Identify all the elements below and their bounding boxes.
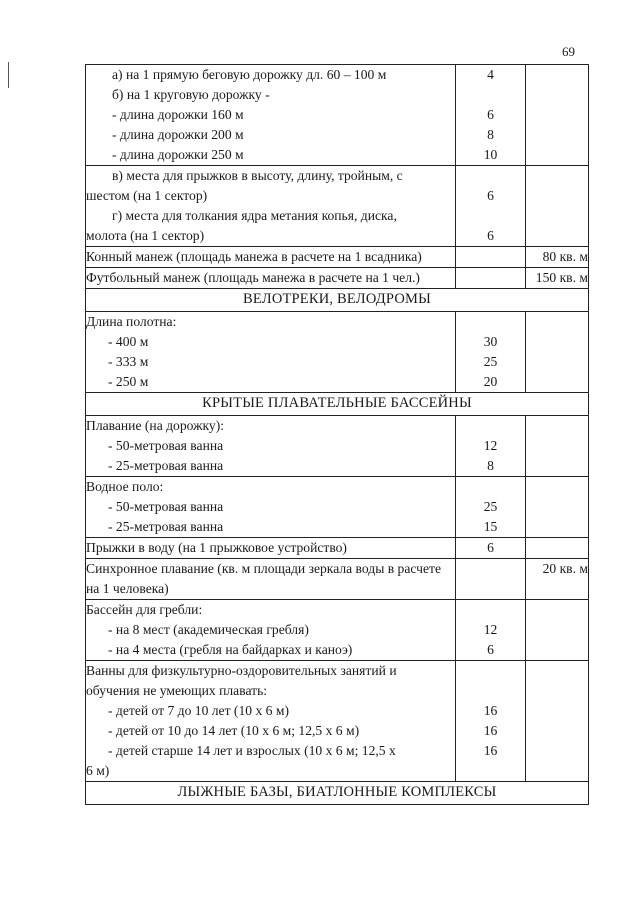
row-text: - 250 м xyxy=(108,374,149,389)
capacity-value: 8 xyxy=(487,127,494,142)
capacity-value xyxy=(456,206,525,226)
capacity-value xyxy=(456,761,525,781)
row-text: б) на 1 круговую дорожку - xyxy=(112,87,270,102)
section-heading: КРЫТЫЕ ПЛАВАТЕЛЬНЫЕ БАССЕЙНЫ xyxy=(86,393,589,416)
capacity-value xyxy=(456,85,525,105)
row-text: обучения не умеющих плавать: xyxy=(86,683,268,698)
row-text: - длина дорожки 200 м xyxy=(112,127,244,142)
table-row xyxy=(86,166,589,247)
row-text: - 25-метровая ванна xyxy=(108,458,224,473)
table-row xyxy=(86,559,589,600)
row-text: 6 м) xyxy=(86,763,110,778)
table-row xyxy=(86,661,589,782)
capacity-value: 25 xyxy=(483,354,498,369)
row-text: Конный манеж (площадь манежа в расчете на 1 всадника) xyxy=(86,249,422,264)
capacity-value xyxy=(456,312,525,332)
section-heading: ВЕЛОТРЕКИ, ВЕЛОДРОМЫ xyxy=(86,289,589,312)
row-text: Длина полотна: xyxy=(86,314,177,329)
row-text: - 25-метровая ванна xyxy=(108,519,224,534)
row-text: Водное поло: xyxy=(86,479,164,494)
capacity-value xyxy=(456,681,525,701)
capacity-value: 6 xyxy=(487,228,494,243)
capacity-value: 8 xyxy=(487,458,494,473)
area-value: 80 кв. м xyxy=(542,249,588,264)
row-text: Футбольный манеж (площадь манежа в расчете на 1 чел.) xyxy=(86,270,420,285)
row-text: Синхронное плавание (кв. м площади зеркала воды в расчете на 1 человека) xyxy=(86,561,441,596)
table-row xyxy=(86,538,589,559)
capacity-value: 16 xyxy=(483,703,498,718)
row-text: - детей от 7 до 10 лет (10 х 6 м) xyxy=(108,703,289,718)
row-text: - 50-метровая ванна xyxy=(108,438,224,453)
table-row xyxy=(86,312,589,393)
capacity-value: 25 xyxy=(483,499,498,514)
row-text: Бассейн для гребли: xyxy=(86,602,203,617)
capacity-value: 6 xyxy=(487,188,494,203)
capacity-value: 16 xyxy=(483,743,498,758)
row-text: - 333 м xyxy=(108,354,149,369)
section-header-row xyxy=(86,782,589,805)
row-text: - 50-метровая ванна xyxy=(108,499,224,514)
capacity-value: 12 xyxy=(483,438,498,453)
row-text: а) на 1 прямую беговую дорожку дл. 60 – 100 м xyxy=(112,67,387,82)
row-text: - 400 м xyxy=(108,334,149,349)
table-row xyxy=(86,247,589,268)
capacity-value xyxy=(456,166,525,186)
capacity-value: 12 xyxy=(483,622,498,637)
row-text: г) места для толкания ядра метания копья, диска, xyxy=(112,208,397,223)
row-text: - детей старше 14 лет и взрослых (10 х 6 м; 12,5 х xyxy=(108,743,396,758)
area-value: 20 кв. м xyxy=(542,561,588,576)
row-text: - длина дорожки 250 м xyxy=(112,147,244,162)
capacity-value xyxy=(456,416,525,436)
row-text: - детей от 10 до 14 лет (10 х 6 м; 12,5 х 6 м) xyxy=(108,723,360,738)
capacity-value xyxy=(456,477,525,497)
row-text: молота (на 1 сектор) xyxy=(86,228,205,243)
sports-norms-table xyxy=(85,64,589,805)
table-row xyxy=(86,268,589,289)
row-text: в) места для прыжков в высоту, длину, тройным, с xyxy=(112,168,403,183)
capacity-value: 4 xyxy=(487,67,494,82)
page-number: 69 xyxy=(562,44,575,59)
capacity-value xyxy=(456,600,525,620)
section-header-row xyxy=(86,289,589,312)
row-text: Ванны для физкультурно-оздоровительных занятий и xyxy=(86,663,397,678)
row-text: - на 4 места (гребля на байдарках и каноэ) xyxy=(108,642,353,657)
capacity-value: 15 xyxy=(483,519,498,534)
scan-margin-mark xyxy=(8,62,9,88)
capacity-value: 6 xyxy=(487,107,494,122)
capacity-value: 20 xyxy=(483,374,498,389)
capacity-value: 10 xyxy=(483,147,498,162)
row-text: Прыжки в воду (на 1 прыжковое устройство) xyxy=(86,540,347,555)
row-text: Плавание (на дорожку): xyxy=(86,418,224,433)
section-heading: ЛЫЖНЫЕ БАЗЫ, БИАТЛОННЫЕ КОМПЛЕКСЫ xyxy=(86,782,589,805)
section-header-row xyxy=(86,393,589,416)
row-text: шестом (на 1 сектор) xyxy=(86,188,208,203)
capacity-value xyxy=(456,661,525,681)
capacity-value: 30 xyxy=(483,334,498,349)
table-row xyxy=(86,600,589,661)
table-row xyxy=(86,477,589,538)
table-row xyxy=(86,65,589,166)
row-text: - длина дорожки 160 м xyxy=(112,107,244,122)
area-value: 150 кв. м xyxy=(535,270,588,285)
capacity-value: 16 xyxy=(483,723,498,738)
row-text: - на 8 мест (академическая гребля) xyxy=(108,622,309,637)
capacity-value: 6 xyxy=(487,642,494,657)
capacity-value: 6 xyxy=(487,540,494,555)
table-row xyxy=(86,416,589,477)
